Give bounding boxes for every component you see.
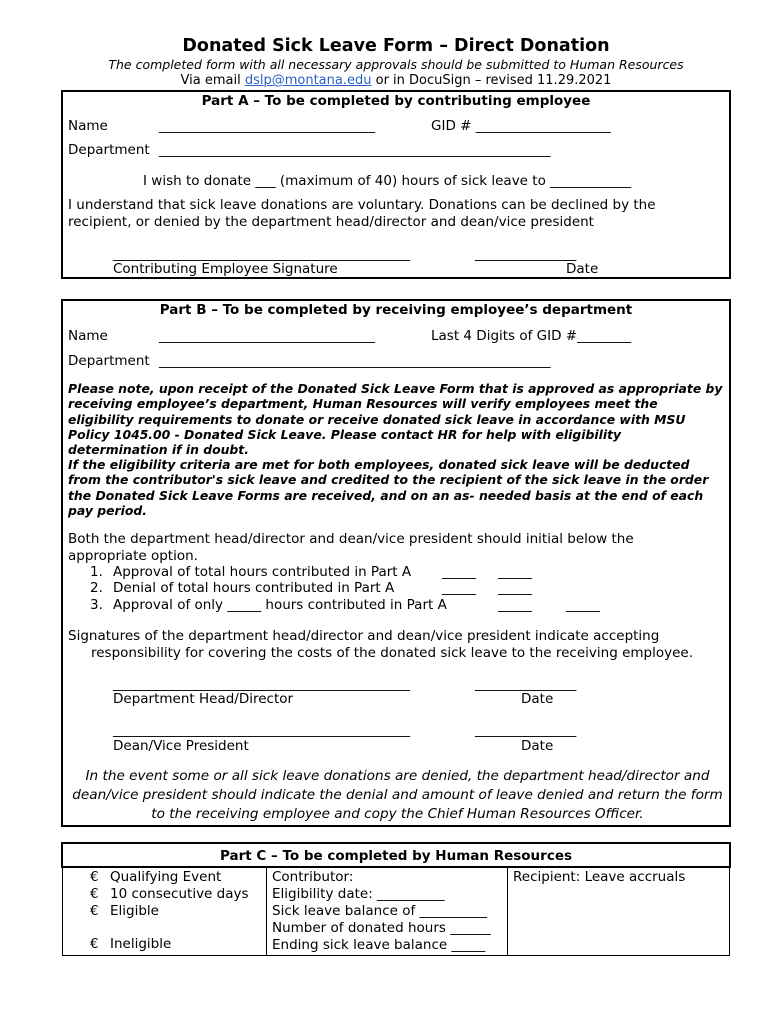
form-subtitle: The completed form with all necessary approvals should be submitted to Human Resources	[108, 57, 684, 72]
signatures-note-line-1: Signatures of the department head/director and dean/vice president indicate accepting	[68, 628, 660, 644]
part-a-dept-field[interactable]: __________________________________________________________	[159, 142, 551, 158]
deduction-note: If the eligibility criteria are met for both employees, donated sick leave will be deducted from the contributor's sick leave and credited to the recipient of the sick leave in the order the Donated Sick Leave Forms are received, and on an as- needed basis at the end of each pay period.	[68, 457, 709, 518]
donated-hours-field[interactable]: Number of donated hours ______	[272, 920, 491, 936]
submission-line	[0, 73, 770, 88]
part-a-heading: Part A – To be completed by contributing employee	[201, 93, 591, 109]
signatures-note-line-2: responsibility for covering the costs of the donated sick leave to the receiving employee.	[91, 645, 693, 661]
contributor-signature-line[interactable]: ____________________________________________	[113, 246, 410, 262]
part-c-heading: Part C – To be completed by Human Resources	[219, 848, 573, 864]
part-b-name-label: Name	[68, 328, 108, 344]
option-number: 1.	[90, 564, 103, 580]
eligibility-note: Please note, upon receipt of the Donated Sick Leave Form that is approved as appropriate by receiving employee’s department, Human Resources will verify employees meet the eligibility requirements to donate or receive donated sick leave in accordance with MSU Policy 1045.00 - Donated Sick Leave. Please contact HR for help with eligibility determination if in doubt.	[68, 381, 723, 458]
denial-instructions: In the event some or all sick leave donations are denied, the department head/director and dean/vice president should indicate the denial and amount of leave denied and return the form to the receiving employee and copy the Chief Human Resources Officer.	[72, 768, 723, 822]
checkbox-icon[interactable]: €	[90, 886, 99, 902]
hr-contributor-cell	[267, 868, 508, 956]
part-a-name-field[interactable]: ________________________________	[159, 118, 375, 134]
hr-table	[62, 867, 730, 956]
part-a-name-label: Name	[68, 118, 108, 134]
recipient-label: Recipient: Leave accruals	[513, 869, 686, 885]
option-initial-2[interactable]: _____	[498, 580, 532, 596]
option-initial-2[interactable]: _____	[566, 597, 600, 613]
hr-recipient-cell	[508, 868, 730, 956]
hr-check-label: Ineligible	[110, 936, 172, 952]
sick-leave-balance-field[interactable]: Sick leave balance of __________	[272, 903, 488, 919]
option-text: Denial of total hours contributed in Part A	[113, 580, 395, 596]
part-b-gid-field[interactable]: Last 4 Digits of GID #________	[431, 328, 632, 344]
dean-signature-line[interactable]: ____________________________________________	[113, 722, 410, 738]
contributor-heading: Contributor:	[272, 869, 354, 885]
form-title: Donated Sick Leave Form – Direct Donation	[182, 36, 610, 56]
hr-check-row[interactable]	[68, 869, 261, 886]
part-b-heading: Part B – To be completed by receiving employee’s department	[159, 302, 633, 318]
option-number: 2.	[90, 580, 103, 596]
option-initial-2[interactable]: _____	[498, 564, 532, 580]
dept-head-date-line[interactable]: _______________	[475, 676, 577, 692]
option-text: Approval of total hours contributed in Part A	[113, 564, 412, 580]
dept-head-label: Department Head/Director	[113, 691, 294, 707]
via-suffix: or in DocuSign – revised 11.29.2021	[371, 73, 612, 88]
option-initial-1[interactable]: _____	[442, 564, 476, 580]
dean-label: Dean/Vice President	[113, 738, 249, 754]
option-initial-1[interactable]: _____	[498, 597, 532, 613]
contributor-date-label: Date	[566, 261, 599, 277]
hr-checklist-cell	[63, 868, 267, 956]
part-b-dept-label: Department	[68, 353, 150, 369]
donate-hours-line[interactable]: I wish to donate ___ (maximum of 40) hours of sick leave to ____________	[143, 173, 632, 189]
part-a-gid-field[interactable]: GID # ____________________	[431, 118, 611, 134]
dean-date-line[interactable]: _______________	[475, 722, 577, 738]
eligibility-date-field[interactable]: Eligibility date: __________	[272, 886, 445, 902]
dept-head-date-label: Date	[521, 691, 554, 707]
part-b-name-field[interactable]: ________________________________	[159, 328, 375, 344]
part-b-dept-field[interactable]: __________________________________________________________	[159, 353, 551, 369]
contributor-date-line[interactable]: _______________	[475, 246, 577, 262]
hr-check-row[interactable]	[68, 936, 261, 953]
hr-check-label: 10 consecutive days	[110, 886, 249, 902]
hr-check-row[interactable]	[68, 903, 261, 920]
initial-instructions: Both the department head/director and dean/vice president should initial below the appropriate option.	[68, 531, 634, 564]
part-a-dept-label: Department	[68, 142, 150, 158]
checkbox-icon[interactable]: €	[90, 936, 99, 952]
hr-check-row[interactable]	[68, 886, 261, 903]
ending-balance-field[interactable]: Ending sick leave balance _____	[272, 937, 486, 953]
option-initial-1[interactable]: _____	[442, 580, 476, 596]
hr-check-label: Eligible	[110, 903, 159, 919]
option-text[interactable]: Approval of only _____ hours contributed in Part A	[113, 597, 447, 613]
checkbox-icon[interactable]: €	[90, 869, 99, 885]
dept-head-signature-line[interactable]: ____________________________________________	[113, 676, 410, 692]
email-link[interactable]: dslp@montana.edu	[244, 73, 372, 88]
hr-check-label: Qualifying Event	[110, 869, 222, 885]
option-number: 3.	[90, 597, 103, 613]
voluntary-statement: I understand that sick leave donations are voluntary. Donations can be declined by the recipient, or denied by the department head/director and dean/vice president	[68, 197, 656, 230]
dean-date-label: Date	[521, 738, 554, 754]
via-prefix: Via email	[180, 73, 245, 88]
contributor-signature-label: Contributing Employee Signature	[113, 261, 338, 277]
checkbox-icon[interactable]: €	[90, 903, 99, 919]
